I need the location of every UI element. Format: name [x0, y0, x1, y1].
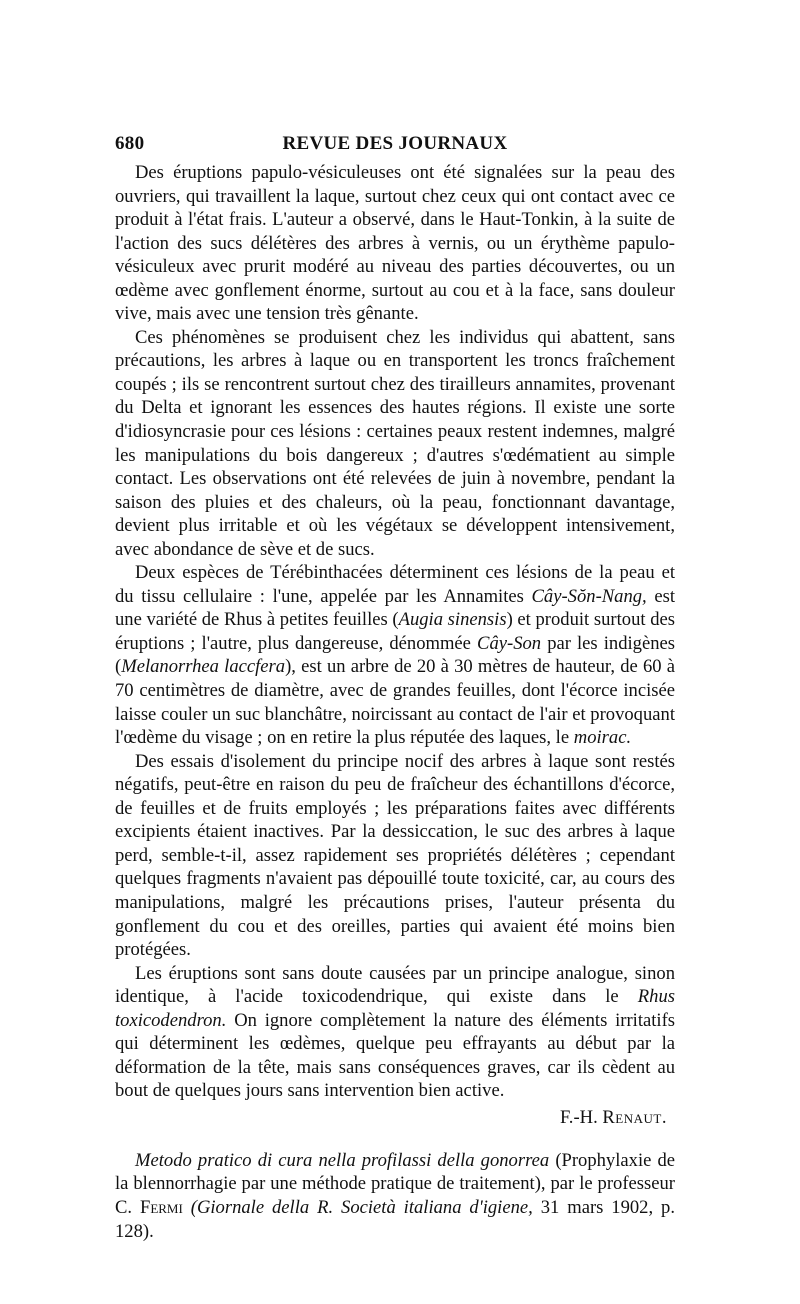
- paragraph-3-text-4: par les indigènes (: [115, 632, 676, 678]
- author-signature: [115, 1106, 675, 1130]
- paragraph-5-text-2: On ignore complètement la nature des éléments irritatifs qui déterminent les œdèmes, quelque peu effrayants au début par la déformation de la tête, mais sans conséquences graves, car ils cèdent au bout de quelques jours sans intervention bien active.: [115, 1009, 675, 1102]
- lacquer-name-moirac: moirac.: [573, 727, 632, 749]
- page-number: 680: [115, 133, 145, 154]
- article-body: [115, 161, 675, 1103]
- paragraph-3: [115, 561, 675, 749]
- signature-initials: F.-H.: [559, 1106, 598, 1128]
- journal-page: [115, 133, 675, 1243]
- next-article: [115, 1149, 675, 1243]
- paragraph-4: Des essais d'isolement du principe nocif des arbres à laque sont restés négatifs, peut-être en raison du peu de fraîcheur des échantillons d'écorce, de feuilles et de fruits employés ; les préparations faites avec différents excipients étaient inactives. Par la dessiccation, le suc des arbres à laque perd, semble-t-il, assez rapidement ses propriétés délétères ; cependant quelques fragments n'avaient pas dépouillé toute toxicité, car, au cours des manipulations, malgré les précautions prises, l'auteur présenta du gonflement du cou et des oreilles, parties qui avaient été moins bien protégées.: [115, 750, 675, 961]
- latin-name-augia: Augia sinensis: [398, 609, 507, 631]
- next-article-author: Fermi: [139, 1196, 183, 1218]
- paragraph-3-text-3: ) et produit surtout des éruptions ; l'autre, plus dangereuse, dénommée: [115, 609, 675, 654]
- plant-name-cay-son: Câу-Son: [477, 632, 542, 654]
- next-article-source: (Giornale della R. Società italiana d'igiene,: [190, 1196, 533, 1218]
- next-article-title: Metodo pratico di cura nella profilassi della gonorrea: [135, 1149, 550, 1171]
- paragraph-5: [115, 962, 675, 1103]
- plant-name-cay-son-nang: Câу-Sŏn-Nang,: [531, 585, 647, 607]
- paragraph-2: Ces phénomènes se produisent chez les individus qui abattent, sans précautions, les arbres à laque ou en transportent les troncs fraîchement coupés ; ils se rencontrent surtout chez des tirailleurs annamites, provenant du Delta et ignorant les essences des hautes régions. Il existe une sorte d'idiosyncrasie pour ces lésions : certaines peaux restent indemnes, malgré les manipulations du bois dangereux ; d'autres s'œdématient au simple contact. Les observations ont été relevées de juin à novembre, pendant la saison des pluies et des chaleurs, où la peau, fonctionnant davantage, devient plus irritable et où les végétaux se développent intensivement, avec abondance de sève et de sucs.: [115, 326, 675, 560]
- latin-name-rhus-toxicodendron: Rhus toxicodendron.: [115, 986, 675, 1031]
- paragraph-3-text-1: Deux espèces de Térébinthacées déterminent ces lésions de la peau et du tissu cellulaire : l'une, appelée par les Annamites: [115, 562, 675, 607]
- next-article-paragraph: [115, 1149, 675, 1243]
- signature-surname: Renaut.: [602, 1106, 667, 1128]
- journal-title: REVUE DES JOURNAUX: [282, 133, 508, 154]
- paragraph-1: Des éruptions papulo-vésiculeuses ont été signalées sur la peau des ouvriers, qui travaillent la laque, surtout chez ceux qui ont contact avec ce produit à l'état frais. L'auteur a observé, dans le Haut-Tonkin, à la suite de l'action des sucs délétères des arbres à vernis, ou un érythème papulo-vésiculeux avec prurit modéré au niveau des parties découvertes, ou un œdème avec gonflement énorme, surtout au cou et à la face, sans douleur vive, mais avec une tension très gênante.: [115, 162, 675, 325]
- paragraph-5-text-1: Les éruptions sont sans doute causées par un principe analogue, sinon identique, à l'acide toxicodendrique, qui existe dans le: [115, 962, 675, 1008]
- running-head: [115, 133, 675, 161]
- next-article-text-2: 31 mars 1902, p. 128).: [115, 1196, 675, 1242]
- paragraph-3-text-2: est une variété de Rhus à petites feuilles (: [115, 585, 676, 631]
- latin-name-melanorrhea: Melanorrhea laccfera: [121, 656, 286, 678]
- paragraph-3-text-5: ), est un arbre de 20 à 30 mètres de hauteur, de 60 à 70 centimètres de diamètre, avec de grandes feuilles, dont l'écorce incisée laisse couler un suc blanchâtre, noircissant au contact de l'air et provoquant l'œdème du visage ; on en retire la plus réputée des laques, le: [115, 656, 675, 749]
- next-article-text-1: (Prophylaxie de la blennorrhagie par une méthode pratique de traitement), par le professeur C.: [115, 1149, 676, 1218]
